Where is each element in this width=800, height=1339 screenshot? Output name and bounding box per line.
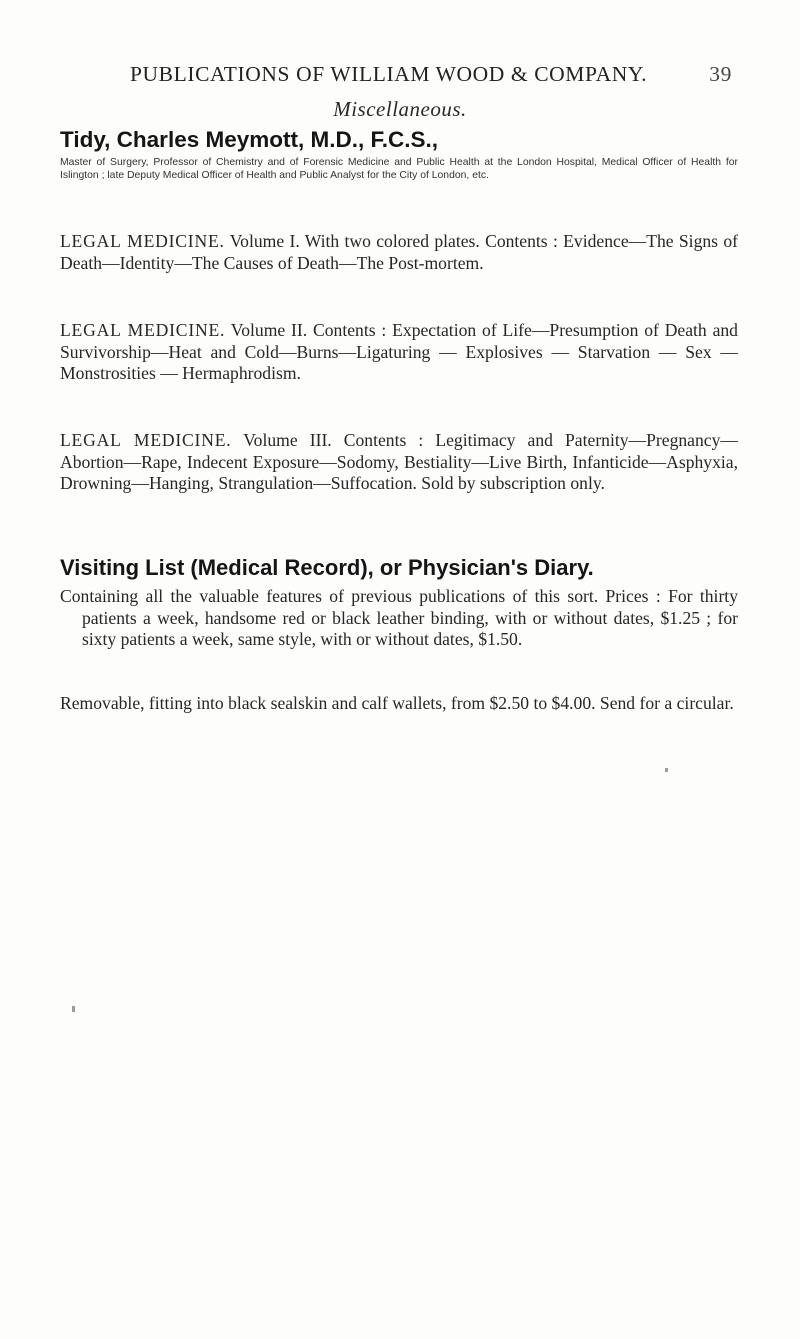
section-title: Miscellaneous. xyxy=(333,97,467,121)
page-number: 39 xyxy=(709,62,732,86)
entry-text: Volume I. With two colored plates. Contents : Evidence—The Signs of Death—Identity—The Causes of Death—The Post-mortem. xyxy=(60,231,738,273)
running-head xyxy=(60,62,740,87)
entry-legal-medicine-vol-1 xyxy=(60,231,738,274)
diary-paragraph-2 xyxy=(60,693,738,715)
scan-speck xyxy=(72,1006,75,1012)
diary-paragraph-text: Containing all the valuable features of previous publications of this sort. Prices : For thirty patients a week, handsome red or black leather binding, with or without dates, $1.25 ; for sixty patients a week, same style, with or without dates, $1.50. xyxy=(60,586,738,650)
entry-title: LEGAL MEDICINE. xyxy=(60,430,232,450)
running-head-title: PUBLICATIONS OF WILLIAM WOOD & COMPANY. xyxy=(130,62,648,86)
entry-title: LEGAL MEDICINE. xyxy=(60,231,225,251)
scan-speck xyxy=(665,768,668,772)
entry-text: Volume III. Contents : Legitimacy and Paternity—Pregnancy—Abortion—Rape, Indecent Exposure—Sodomy, Bestiality—Live Birth, Infanticide—Asphyxia, Drowning—Hanging, Strangulation—Suffocation. Sold by subscription only. xyxy=(60,430,738,494)
author-heading: Tidy, Charles Meymott, M.D., F.C.S., xyxy=(60,127,438,152)
diary-heading: Visiting List (Medical Record), or Physician's Diary. xyxy=(60,555,594,580)
entry-legal-medicine-vol-3 xyxy=(60,430,738,495)
entry-text: Volume II. Contents : Expectation of Life—Presumption of Death and Survivorship—Heat and Cold—Burns—Ligaturing — Explosives — Starvation — Sex — Monstrosities — Hermaphrodism. xyxy=(60,320,738,384)
entry-title: LEGAL MEDICINE. xyxy=(60,320,226,340)
diary-paragraph-1 xyxy=(60,586,738,651)
entry-legal-medicine-vol-2 xyxy=(60,320,738,385)
author-description: Master of Surgery, Professor of Chemistry and of Forensic Medicine and Public Health at the London Hospital, Medical Officer of Health for Islington ; late Deputy Medical Officer of Health and Public Analyst for the City of London, etc. xyxy=(60,157,738,181)
diary-paragraph-text: Removable, fitting into black sealskin and calf wallets, from $2.50 to $4.00. Send for a circular. xyxy=(60,693,734,713)
